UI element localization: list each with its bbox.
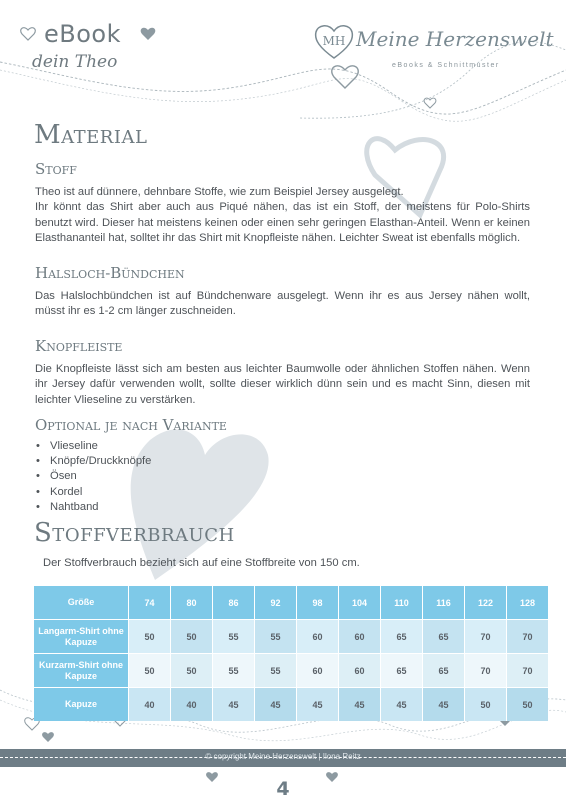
table-header-cell: 116 bbox=[422, 586, 464, 619]
table-cell: 65 bbox=[380, 619, 422, 653]
knopfleiste-heading: Knopfleiste bbox=[35, 337, 123, 355]
table-cell: 60 bbox=[296, 653, 338, 687]
table-row-label: Kurzarm-Shirt ohne Kapuze bbox=[34, 653, 128, 687]
list-item: • Vlieseline bbox=[36, 439, 151, 454]
table-cell: 50 bbox=[128, 653, 170, 687]
optional-list bbox=[36, 439, 151, 515]
brand-tagline: eBooks & Schnittmuster bbox=[392, 62, 500, 69]
optional-heading: Optional je nach Variante bbox=[35, 416, 227, 434]
table-cell: 50 bbox=[506, 687, 548, 721]
knopfleiste-text: Die Knopfleiste lässt sich am besten aus leichter Baumwolle oder ähnlichen Stoffen nähen. Wenn ihr Jersey dafür verwenden wollt, sollte dieser wirklich dünn sein und es macht Sinn, diesen mit leichter Vlieseline zu verstärken. bbox=[35, 363, 530, 406]
heart-icon bbox=[326, 772, 338, 782]
table-cell: 60 bbox=[338, 653, 380, 687]
table-cell: 65 bbox=[422, 619, 464, 653]
table-cell: 40 bbox=[170, 687, 212, 721]
halsloch-text: Das Halslochbündchen ist auf Bündchenware ausgelegt. Wenn ihr es aus Jersey nähen wollt, müsst ihr es 1-2 cm länger zuschneiden. bbox=[35, 290, 530, 318]
table-cell: 55 bbox=[254, 619, 296, 653]
logo-letters: MH bbox=[322, 34, 346, 48]
table-cell: 50 bbox=[464, 687, 506, 721]
table-cell: 55 bbox=[254, 653, 296, 687]
table-row-label: Langarm-Shirt ohne Kapuze bbox=[34, 619, 128, 653]
table-cell: 55 bbox=[212, 619, 254, 653]
table-cell: 65 bbox=[380, 653, 422, 687]
table-header-cell: 92 bbox=[254, 586, 296, 619]
stoff-text-line-2: Ihr könnt das Shirt aber auch aus Piqué nähen, das ist ein Stoff, der meistens für Polo-Shirts benutzt wird. Dieser hat meistens keinen oder einen sehr geringen Elasthan-Anteil. Wenn er keinen Elasthananteil hat, solltet ihr das Shirt mit Knopfleiste nähen. Leichter Sweat ist ebenfalls möglich. bbox=[35, 201, 530, 245]
table-header-cell: 98 bbox=[296, 586, 338, 619]
table-cell: 70 bbox=[506, 619, 548, 653]
table-header-row bbox=[34, 586, 548, 619]
table-cell: 45 bbox=[254, 687, 296, 721]
table-cell: 45 bbox=[296, 687, 338, 721]
brand-name: Meine Herzenswelt bbox=[356, 27, 554, 51]
ebook-subtitle: dein Theo bbox=[32, 52, 118, 72]
table-header-cell: 74 bbox=[128, 586, 170, 619]
brand-logo-icon bbox=[314, 22, 354, 60]
table-header-cell: 110 bbox=[380, 586, 422, 619]
halsloch-heading: Halsloch-Bündchen bbox=[35, 264, 185, 282]
table-cell: 65 bbox=[422, 653, 464, 687]
table-cell: 55 bbox=[212, 653, 254, 687]
table-header-cell: 86 bbox=[212, 586, 254, 619]
list-item: • Ösen bbox=[36, 469, 151, 484]
list-item: • Kordel bbox=[36, 485, 151, 500]
stoffverbrauch-intro: Der Stoffverbrauch bezieht sich auf eine Stoffbreite von 150 cm. bbox=[43, 557, 360, 569]
table-cell: 70 bbox=[464, 653, 506, 687]
table-cell: 60 bbox=[338, 619, 380, 653]
table-header-cell: 122 bbox=[464, 586, 506, 619]
table-row bbox=[34, 687, 548, 721]
fabric-consumption-table bbox=[34, 586, 548, 721]
table-header-cell: 128 bbox=[506, 586, 548, 619]
table-cell: 50 bbox=[170, 619, 212, 653]
stoff-heading: Stoff bbox=[35, 160, 77, 178]
table-header-cell: Größe bbox=[34, 586, 128, 619]
list-item: • Nahtband bbox=[36, 500, 151, 515]
material-heading: Material bbox=[34, 120, 148, 150]
heart-icon bbox=[21, 28, 36, 40]
table-cell: 60 bbox=[296, 619, 338, 653]
stoffverbrauch-heading: Stoffverbrauch bbox=[34, 518, 235, 548]
page-number: 4 bbox=[276, 778, 290, 800]
table-cell: 70 bbox=[506, 653, 548, 687]
heart-icon bbox=[141, 28, 156, 40]
copyright-text: © copyright Meine Herzenswelt | Ilona Reitz bbox=[205, 752, 361, 761]
table-cell: 45 bbox=[380, 687, 422, 721]
header-stitch-line-2 bbox=[0, 70, 566, 121]
table-row bbox=[34, 653, 548, 687]
table-cell: 70 bbox=[464, 619, 506, 653]
heart-icon bbox=[42, 732, 54, 742]
list-item: • Knöpfe/Druckknöpfe bbox=[36, 454, 151, 469]
table-header-cell: 80 bbox=[170, 586, 212, 619]
table-cell: 50 bbox=[170, 653, 212, 687]
table-cell: 45 bbox=[338, 687, 380, 721]
table-row bbox=[34, 619, 548, 653]
table-row-label: Kapuze bbox=[34, 687, 128, 721]
table-cell: 45 bbox=[422, 687, 464, 721]
table-cell: 45 bbox=[212, 687, 254, 721]
table-header-cell: 104 bbox=[338, 586, 380, 619]
stoff-text bbox=[35, 185, 530, 247]
table-cell: 50 bbox=[128, 619, 170, 653]
stoff-text-line-1: Theo ist auf dünnere, dehnbare Stoffe, wie zum Beispiel Jersey ausgelegt. bbox=[35, 186, 404, 198]
table-cell: 40 bbox=[128, 687, 170, 721]
heart-icon bbox=[332, 66, 358, 88]
ebook-label: eBook bbox=[44, 20, 121, 48]
heart-icon bbox=[206, 772, 218, 782]
